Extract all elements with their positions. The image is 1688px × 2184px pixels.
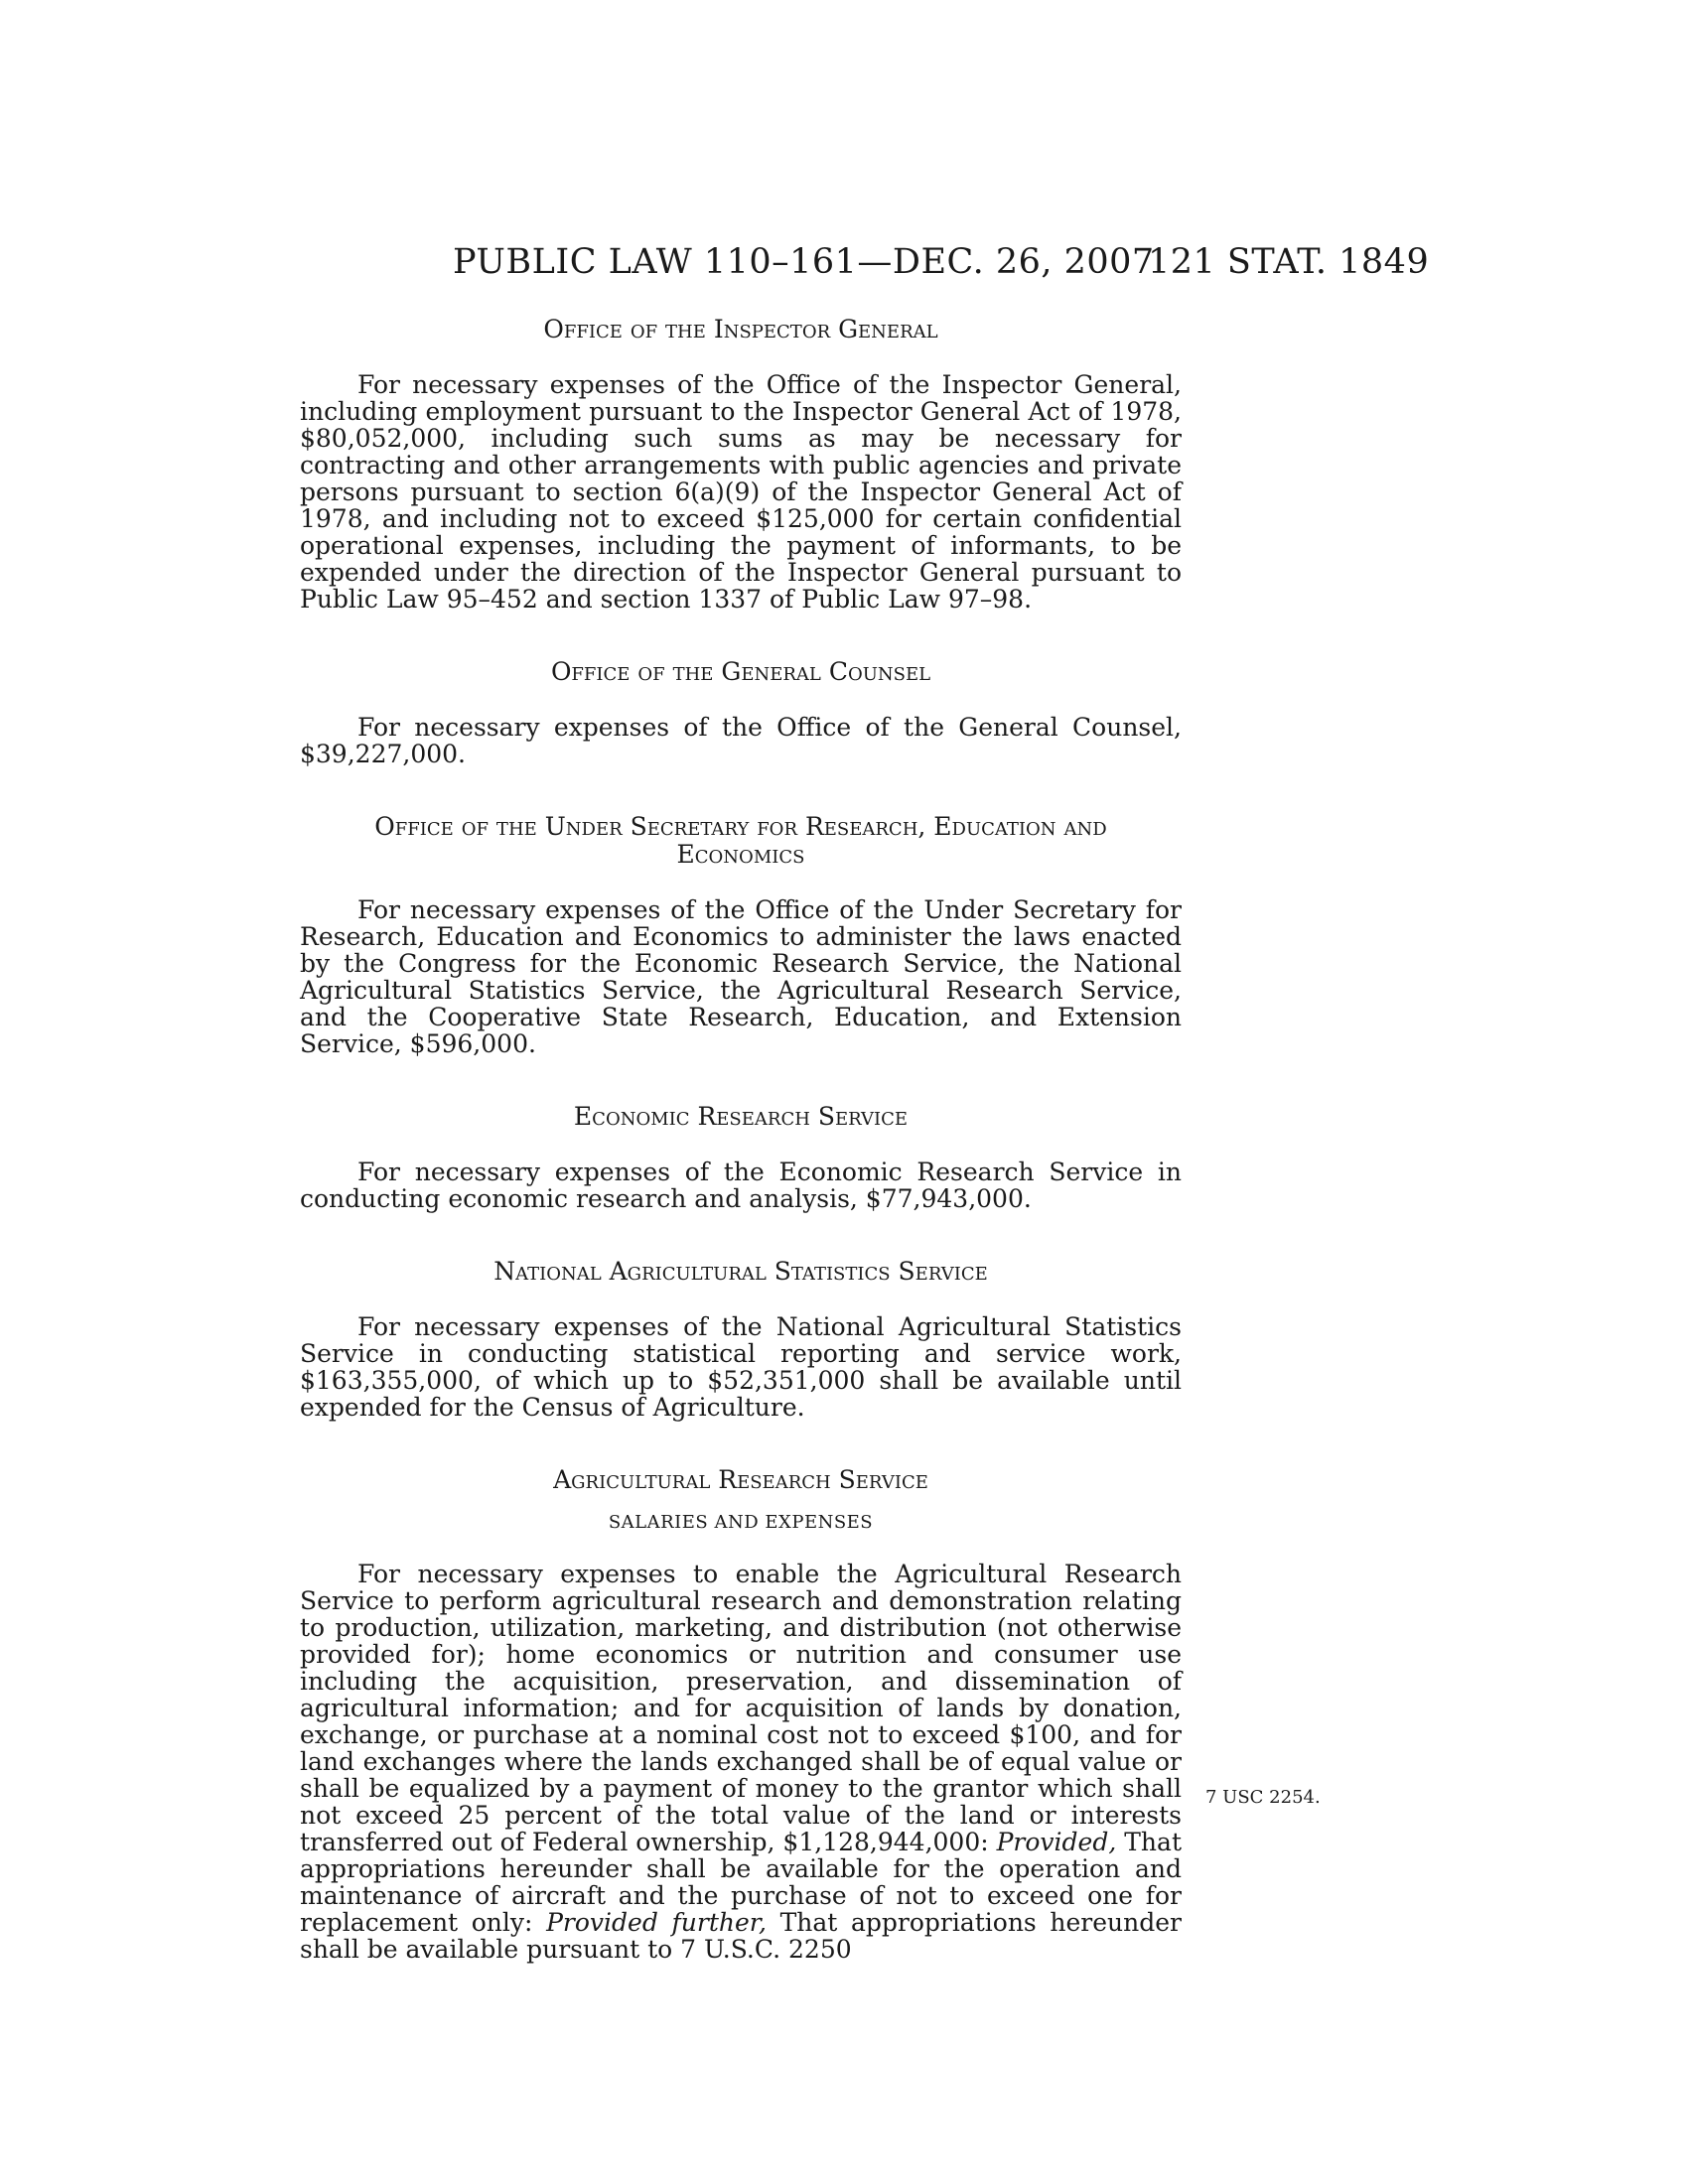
public-law-header: PUBLIC LAW 110–161—DEC. 26, 2007 [453, 242, 1155, 282]
heading-under-secretary-ree: Office of the Under Secretary for Research, Education and Economics [374, 812, 1107, 869]
provided-clause: Provided, [996, 1828, 1117, 1856]
ars-text-part-2: That appropriations hereunder shall be available for the operation and maintenance of aircraft and the purchase of not to exceed one for replacement only: [300, 1828, 1182, 1937]
paragraph-economic-research-service: For necessary expenses of the Economic Research Service in conducting economic research and analysis, $77,943,000. [300, 1158, 1182, 1213]
ars-text-part-1: For necessary expenses to enable the Agricultural Research Service to perform agricultural research and demonstration relating to production, utilization, marketing, and distribution (not otherwise provided for); home economics or nutrition and consumer use including the acquisition, preservation, and dissemination of agricultural information; and for acquisition of lands by donation, exchange, or purchase at a nominal cost not to exceed $100, and for land exchanges where the lands exchanged shall be of equal value or shall be equalized by a payment of money to the grantor which shall not exceed 25 percent of the total value of the land or interests transferred out of Federal ownership, $1,128,944,000: [300, 1560, 1182, 1856]
ars-text-part-3: That appropriations hereunder shall be available pursuant to 7 U.S.C. 2250 [300, 1908, 1183, 1964]
heading-agricultural-research-service: Agricultural Research Service [553, 1465, 928, 1494]
heading-office-inspector-general: Office of the Inspector General [543, 315, 938, 343]
paragraph-national-agricultural-statistics-service: For necessary expenses of the National Agricultural Statistics Service in conducting statistical reporting and service work, $163,355,000, of which up to $52,351,000 shall be available until expended for the Census of Agriculture. [300, 1312, 1182, 1422]
paragraph-office-inspector-general: For necessary expenses of the Office of the Inspector General, including employment pursuant to the Inspector General Act of 1978, $80,052,000, including such sums as may be necessary for contracting and other arrangements with public agencies and private persons pursuant to section 6(a)(9) of the Inspector General Act of 1978, and including not to exceed $125,000 for certain confidential operational expenses, including the payment of informants, to be expended under the direction of the Inspector General pursuant to Public Law 95–452 and section 1337 of Public Law 97–98. [300, 370, 1182, 614]
heading-national-agricultural-statistics-service: National Agricultural Statistics Service [493, 1257, 988, 1286]
statute-page-number: 121 STAT. 1849 [1148, 242, 1430, 282]
usc-margin-note: 7 USC 2254. [1205, 1787, 1321, 1808]
subheading-salaries-and-expenses: SALARIES AND EXPENSES [608, 1512, 874, 1533]
provided-further-clause: Provided further, [546, 1908, 767, 1937]
paragraph-office-general-counsel: For necessary expenses of the Office of the General Counsel, $39,227,000. [300, 713, 1182, 768]
heading-economic-research-service: Economic Research Service [573, 1102, 909, 1131]
document-body [300, 316, 1182, 1963]
paragraph-under-secretary-ree: For necessary expenses of the Office of the Under Secretary for Research, Education and Economics to administer the laws enacted by the Congress for the Economic Research Service, the National Agricultural Statistics Service, the Agricultural Research Service, and the Cooperative State Research, Education, and Extension Service, $596,000. [300, 895, 1182, 1058]
paragraph-agricultural-research-service [300, 1561, 1182, 1963]
heading-office-general-counsel: Office of the General Counsel [550, 657, 931, 686]
